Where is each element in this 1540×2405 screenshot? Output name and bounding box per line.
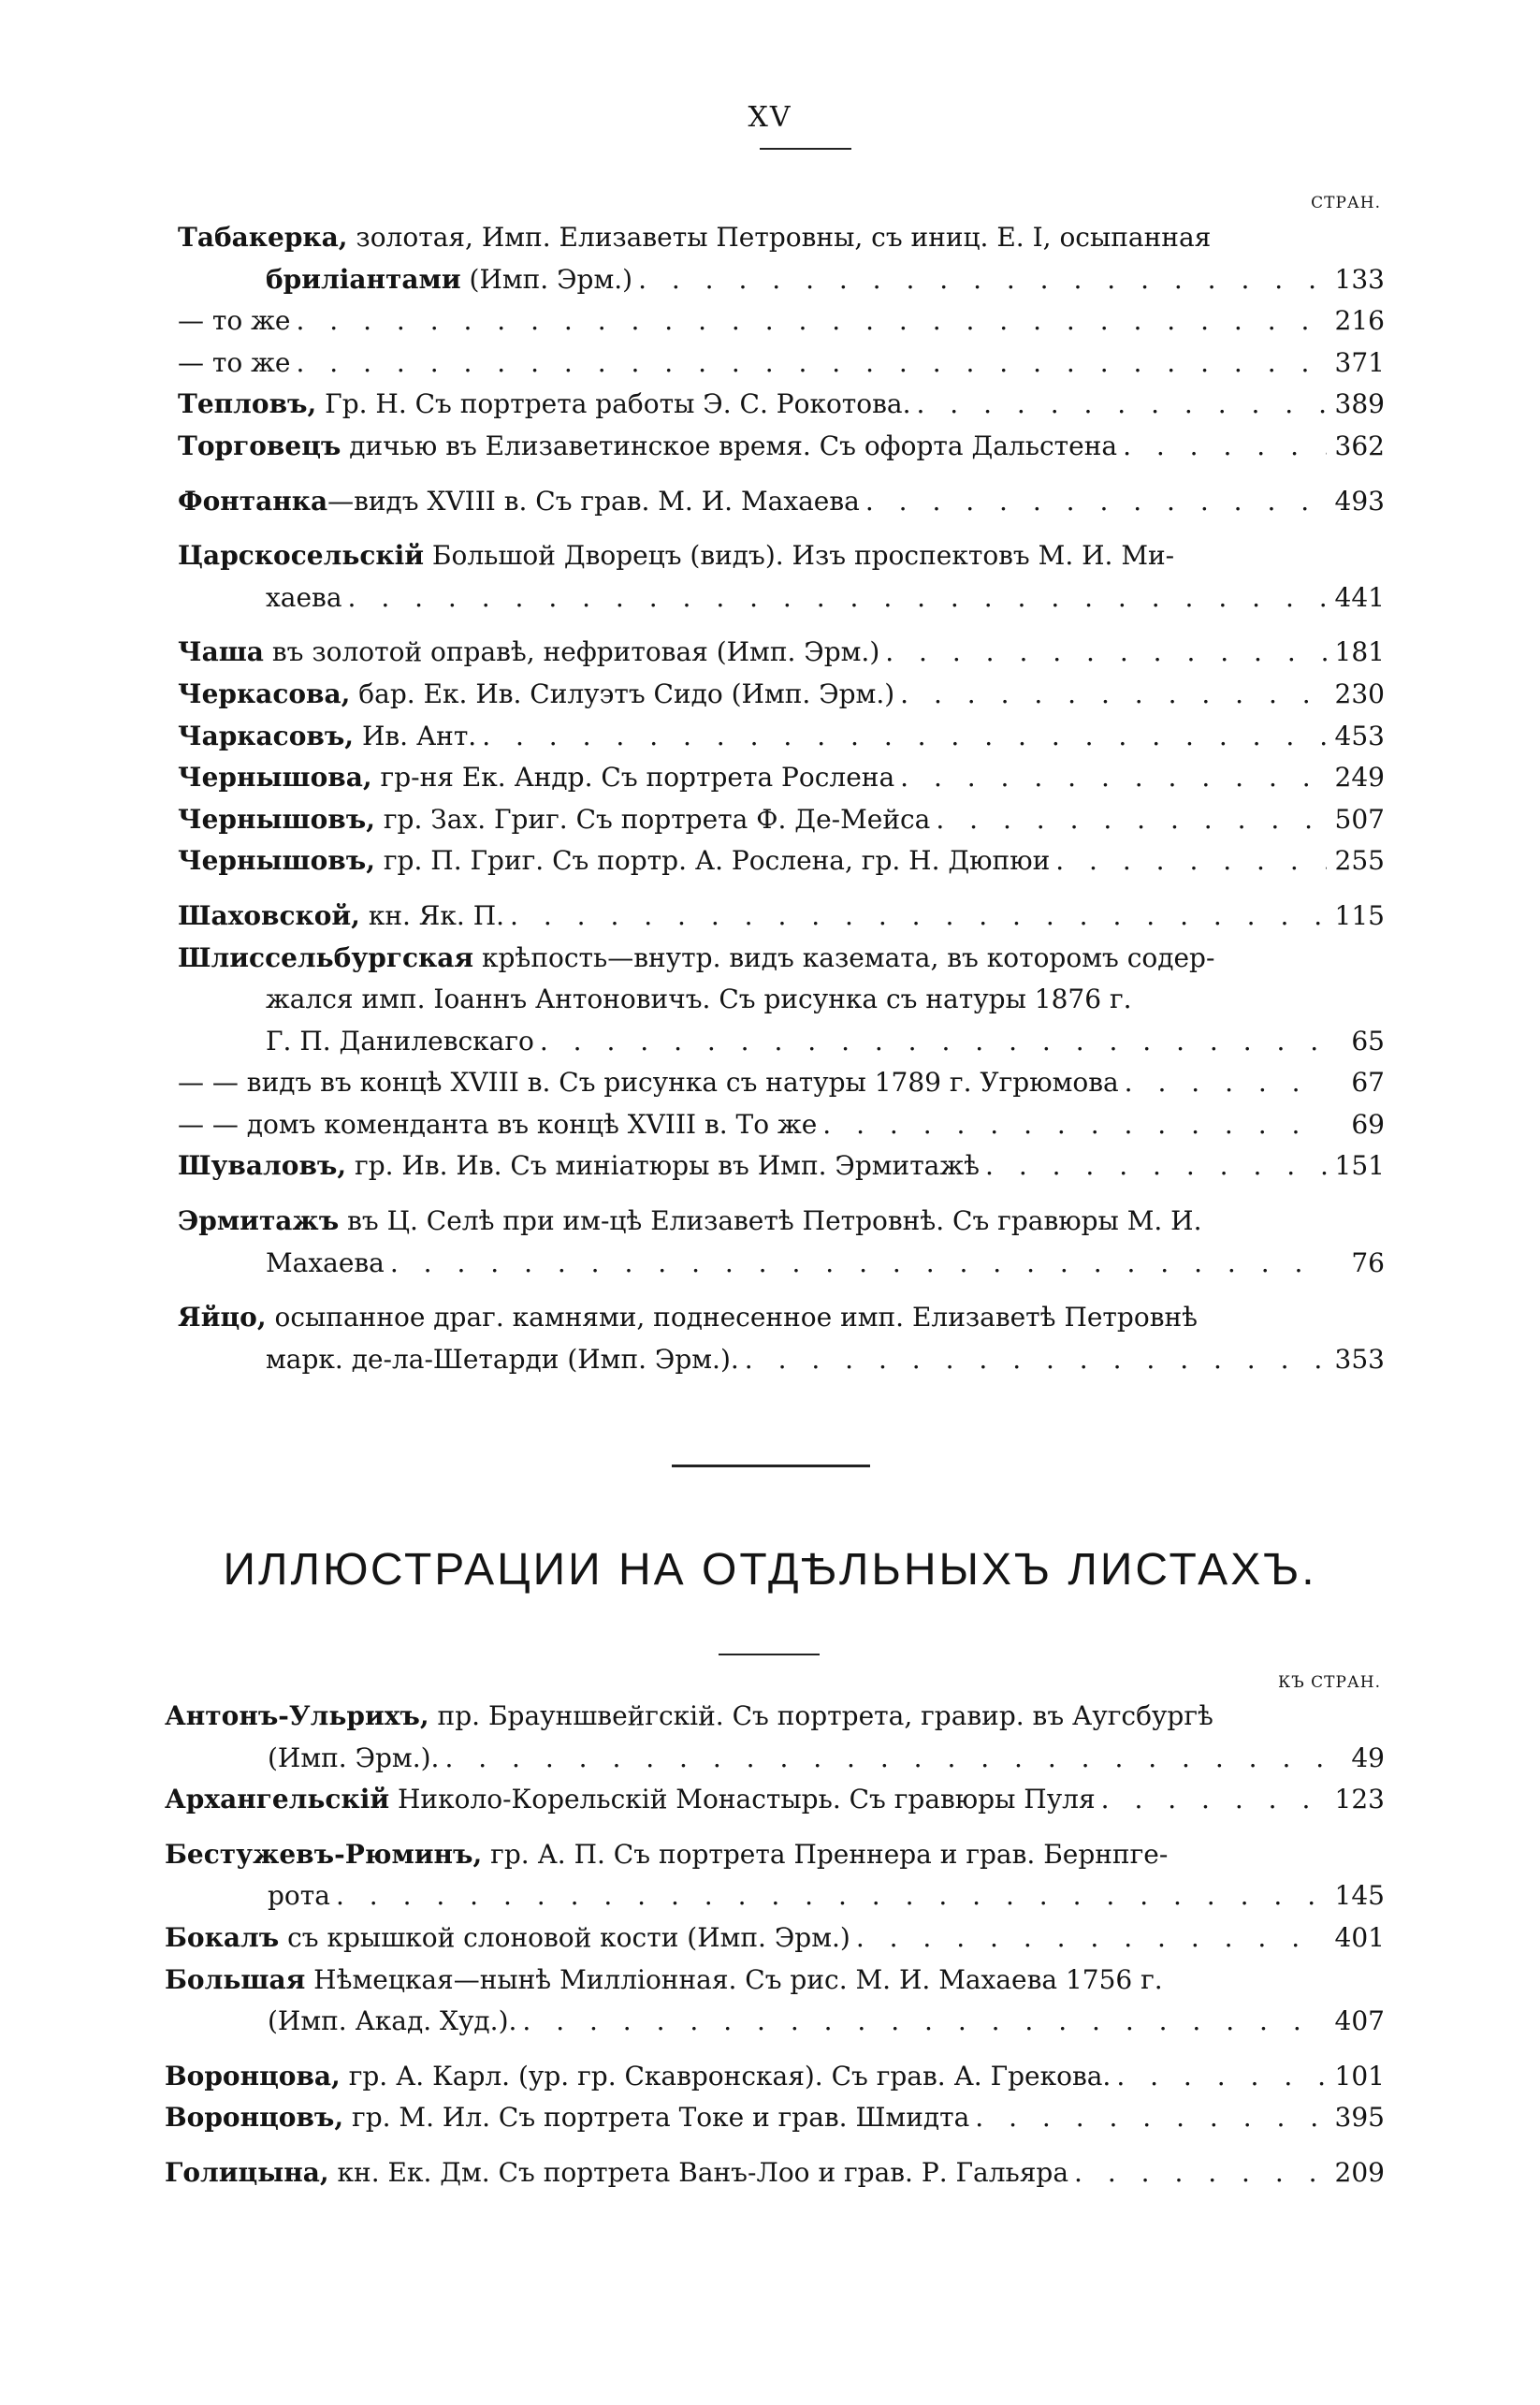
page-number: XV [748, 101, 792, 134]
list-item [178, 938, 1385, 980]
entry-text: бар. Ек. Ив. Силуэтъ Сидо (Имп. Эрм.) [350, 678, 895, 709]
dot-leader [290, 300, 1327, 343]
list-item [178, 217, 1385, 259]
section-divider [672, 1465, 870, 1467]
page-ref: 216 [1334, 305, 1385, 337]
entry-text: въ Ц. Селѣ при им-цѣ Елизаветѣ Петровнѣ. Съ гравюры М. И. [339, 1205, 1202, 1237]
dot-leader [894, 674, 1327, 716]
dot-leader [342, 577, 1327, 619]
entry-text: пр. Брауншвейгскій. Съ портрета, гравир. въ Аугсбургѣ [429, 1700, 1213, 1731]
page-ref: 249 [1334, 762, 1385, 794]
entry-text: жался имп. Іоаннъ Антоновичъ. Съ рисунка съ натуры 1876 г. [266, 984, 1132, 1015]
entry-text: гр. Зах. Григ. Съ портрета Ф. Де-Мейса [374, 803, 931, 835]
list-item [178, 716, 1385, 758]
entry-text: Махаева [266, 1246, 385, 1278]
entry-text: гр. А. Карл. (ур. гр. Скавронская). Съ грав. А. Грекова. [340, 2060, 1111, 2092]
dot-leader [1068, 2152, 1327, 2194]
entry-keyword: Шлиссельбургская [178, 941, 474, 973]
list-item-continuation [165, 1738, 1385, 1780]
entry-text: Г. П. Данилевскаго [266, 1025, 534, 1057]
dot-leader [1119, 1062, 1327, 1104]
list-item [178, 426, 1385, 468]
entry-keyword: Шуваловъ, [178, 1150, 347, 1182]
list-item [178, 757, 1385, 799]
dot-leader [330, 1875, 1327, 1917]
entry-text: Гр. Н. Съ портрета работы Э. С. Рокотова. [316, 388, 911, 420]
entry-text: рота [268, 1880, 330, 1912]
entry-keyword: Архангельскій [165, 1784, 390, 1815]
entry-keyword: бриліантами [266, 263, 461, 295]
list-item [178, 1062, 1385, 1104]
list-item [165, 1834, 1385, 1876]
list-item [178, 674, 1385, 716]
dot-leader [476, 716, 1327, 758]
entry-keyword: Воронцовъ, [165, 2102, 344, 2134]
list-item-continuation [178, 1339, 1385, 1381]
list-item [178, 535, 1385, 577]
list-item-continuation [178, 979, 1385, 1021]
page-ref: 255 [1334, 845, 1385, 877]
entry-keyword: Чернышовъ, [178, 845, 375, 877]
dot-leader [534, 1021, 1327, 1063]
dot-leader [739, 1339, 1327, 1381]
entry-keyword: Антонъ-Ульрихъ, [165, 1700, 429, 1731]
entry-keyword: Большая [165, 1963, 306, 1995]
page-ref: 115 [1334, 899, 1385, 931]
page-ref: 49 [1351, 1742, 1385, 1773]
entry-keyword: Табакерка, [178, 222, 348, 253]
list-item [165, 1696, 1385, 1738]
entry-keyword: Воронцова, [165, 2060, 341, 2092]
entry-keyword: Шаховской, [178, 899, 360, 931]
entry-text: Нѣмецкая—нынѣ Милліонная. Съ рис. М. И. Махаева 1756 г. [305, 1963, 1163, 1995]
entry-keyword: Чернышовъ, [178, 803, 375, 835]
entry-keyword: Чаша [178, 636, 264, 668]
page-ref: 181 [1334, 636, 1385, 668]
list-item-continuation [165, 2001, 1385, 2043]
entry-text: кн. Як. П. [359, 899, 505, 931]
entry-keyword: Голицына, [165, 2156, 329, 2188]
list-item [178, 481, 1385, 523]
entry-text: (Имп. Акад. Худ.). [268, 2005, 517, 2037]
page-number-rule [760, 148, 851, 150]
page-ref: 123 [1334, 1784, 1385, 1815]
page-ref: 76 [1351, 1246, 1385, 1278]
page-ref: 395 [1334, 2102, 1385, 2134]
heading-rule [719, 1654, 820, 1655]
entry-text: гр. М. Ил. Съ портрета Токе и грав. Шмидта [343, 2102, 970, 2134]
page-ref: 145 [1334, 1880, 1385, 1912]
page-ref: 65 [1351, 1025, 1385, 1057]
list-item [178, 632, 1385, 674]
list-item-continuation [178, 577, 1385, 619]
entry-text: Большой Дворецъ (видъ). Изъ проспектовъ М. И. Ми- [424, 540, 1175, 572]
entry-keyword: Царскосельскій [178, 540, 425, 572]
entry-text: —видъ XVIII в. Съ грав. М. И. Махаева [327, 485, 860, 517]
page-ref: 371 [1334, 346, 1385, 378]
entry-keyword: Эрмитажъ [178, 1205, 340, 1237]
list-item [178, 343, 1385, 385]
dot-leader [290, 343, 1327, 385]
entry-keyword: Фонтанка [178, 485, 328, 517]
list-item-continuation [165, 1875, 1385, 1917]
entry-keyword: Черкасова, [178, 678, 351, 709]
dot-leader [1096, 1779, 1327, 1821]
dot-leader [1117, 426, 1327, 468]
entry-keyword: Торговецъ [178, 430, 341, 461]
dot-leader [911, 384, 1328, 426]
list-item [178, 840, 1385, 882]
list-item-continuation [178, 1243, 1385, 1285]
page-ref: 507 [1334, 803, 1385, 835]
list-item [178, 300, 1385, 343]
entry-keyword: Чернышова, [178, 762, 372, 794]
list-item-continuation [178, 1021, 1385, 1063]
plates-index-list [165, 1696, 1385, 2194]
page-ref: 401 [1334, 1921, 1385, 1953]
entry-text: въ золотой оправѣ, нефритовая (Имп. Эрм.) [263, 636, 880, 668]
entry-text: дичью въ Елизаветинское время. Съ офорта Дальстена [341, 430, 1118, 461]
dot-leader [516, 2001, 1327, 2043]
entry-text: — то же [178, 346, 291, 378]
page-ref: 209 [1334, 2156, 1385, 2188]
page-ref: 101 [1334, 2060, 1385, 2092]
dot-leader [860, 481, 1327, 523]
page-ref: 493 [1334, 485, 1385, 517]
entry-text: гр-ня Ек. Андр. Съ портрета Рослена [371, 762, 895, 794]
page-ref: 69 [1351, 1108, 1385, 1140]
entry-text: кн. Ек. Дм. Съ портрета Ванъ-Лоо и грав. Р. Гальяра [328, 2156, 1069, 2188]
entry-text: гр. П. Григ. Съ портр. А. Рослена, гр. Н. Дюпюи [374, 845, 1051, 877]
illustration-index-list [178, 217, 1385, 1380]
list-item-continuation [178, 259, 1385, 301]
entry-text: съ крышкой слоновой кости (Имп. Эрм.) [279, 1921, 850, 1953]
dot-leader [1111, 2056, 1327, 2098]
list-item [178, 1145, 1385, 1188]
list-item [178, 799, 1385, 841]
entry-text: осыпанное драг. камнями, поднесенное имп. Елизаветѣ Петровнѣ [266, 1302, 1199, 1334]
list-item [178, 896, 1385, 938]
page-ref: 67 [1351, 1067, 1385, 1099]
entry-text: марк. де-ла-Шетарди (Имп. Эрм.). [266, 1343, 739, 1375]
dot-leader [980, 1145, 1327, 1188]
page-ref: 407 [1334, 2005, 1385, 2037]
dot-leader [385, 1243, 1327, 1285]
entry-text: (Имп. Эрм.) [460, 263, 633, 295]
entry-text: золотая, Имп. Елизаветы Петровны, съ иниц. Е. I, осыпанная [347, 222, 1212, 253]
page-ref: 151 [1334, 1150, 1385, 1182]
dot-leader [439, 1738, 1327, 1780]
page-ref: 453 [1334, 720, 1385, 751]
entry-text: хаева [266, 581, 342, 613]
entry-text: гр. А. П. Съ портрета Преннера и грав. Бернпге- [482, 1838, 1169, 1870]
entry-keyword: Чаркасовъ, [178, 720, 355, 751]
list-item [178, 1104, 1385, 1146]
list-item [165, 1917, 1385, 1960]
entry-text: — то же [178, 305, 291, 337]
dot-leader [1050, 840, 1327, 882]
page-ref: 353 [1334, 1343, 1385, 1375]
list-item [165, 2152, 1385, 2194]
entry-keyword: Бокалъ [165, 1921, 280, 1953]
entry-keyword: Тепловъ, [178, 388, 317, 420]
page-ref: 230 [1334, 678, 1385, 709]
dot-leader [817, 1104, 1327, 1146]
dot-leader [504, 896, 1327, 938]
list-item [165, 2056, 1385, 2098]
list-item [178, 1297, 1385, 1339]
dot-leader [632, 259, 1327, 301]
page-ref: 441 [1334, 581, 1385, 613]
entry-keyword: Бестужевъ-Рюминъ, [165, 1838, 483, 1870]
list-item [178, 1201, 1385, 1243]
list-item [178, 384, 1385, 426]
entry-keyword: Яйцо, [178, 1302, 267, 1334]
list-item [165, 1960, 1385, 2002]
page-ref: 362 [1334, 430, 1385, 461]
entry-text: Ив. Ант. [354, 720, 477, 751]
list-item [165, 1779, 1385, 1821]
dot-leader [969, 2097, 1327, 2139]
dot-leader [879, 632, 1327, 674]
page-column-label: СТРАН. [1311, 194, 1381, 212]
dot-leader [850, 1917, 1327, 1960]
page-ref: 133 [1334, 263, 1385, 295]
entry-text: Николо-Корельскій Монастырь. Съ гравюры Пуля [389, 1784, 1096, 1815]
section-heading: ИЛЛЮСТРАЦИИ НА ОТДѢЛЬНЫХЪ ЛИСТАХЪ. [223, 1545, 1317, 1595]
entry-text: гр. Ив. Ив. Съ миніатюры въ Имп. Эрмитажѣ [346, 1150, 981, 1182]
entry-text: — — видъ въ концѣ XVIII в. Съ рисунка съ натуры 1789 г. Угрюмова [178, 1067, 1119, 1099]
entry-text: (Имп. Эрм.). [268, 1742, 440, 1773]
page-column-label: КЪ СТРАН. [1278, 1673, 1381, 1692]
entry-text: — — домъ коменданта въ концѣ XVIII в. То же [178, 1108, 818, 1140]
dot-leader [930, 799, 1327, 841]
page-ref: 389 [1334, 388, 1385, 420]
list-item [165, 2097, 1385, 2139]
dot-leader [894, 757, 1327, 799]
entry-text: крѣпость—внутр. видъ каземата, въ которомъ содер- [473, 941, 1215, 973]
